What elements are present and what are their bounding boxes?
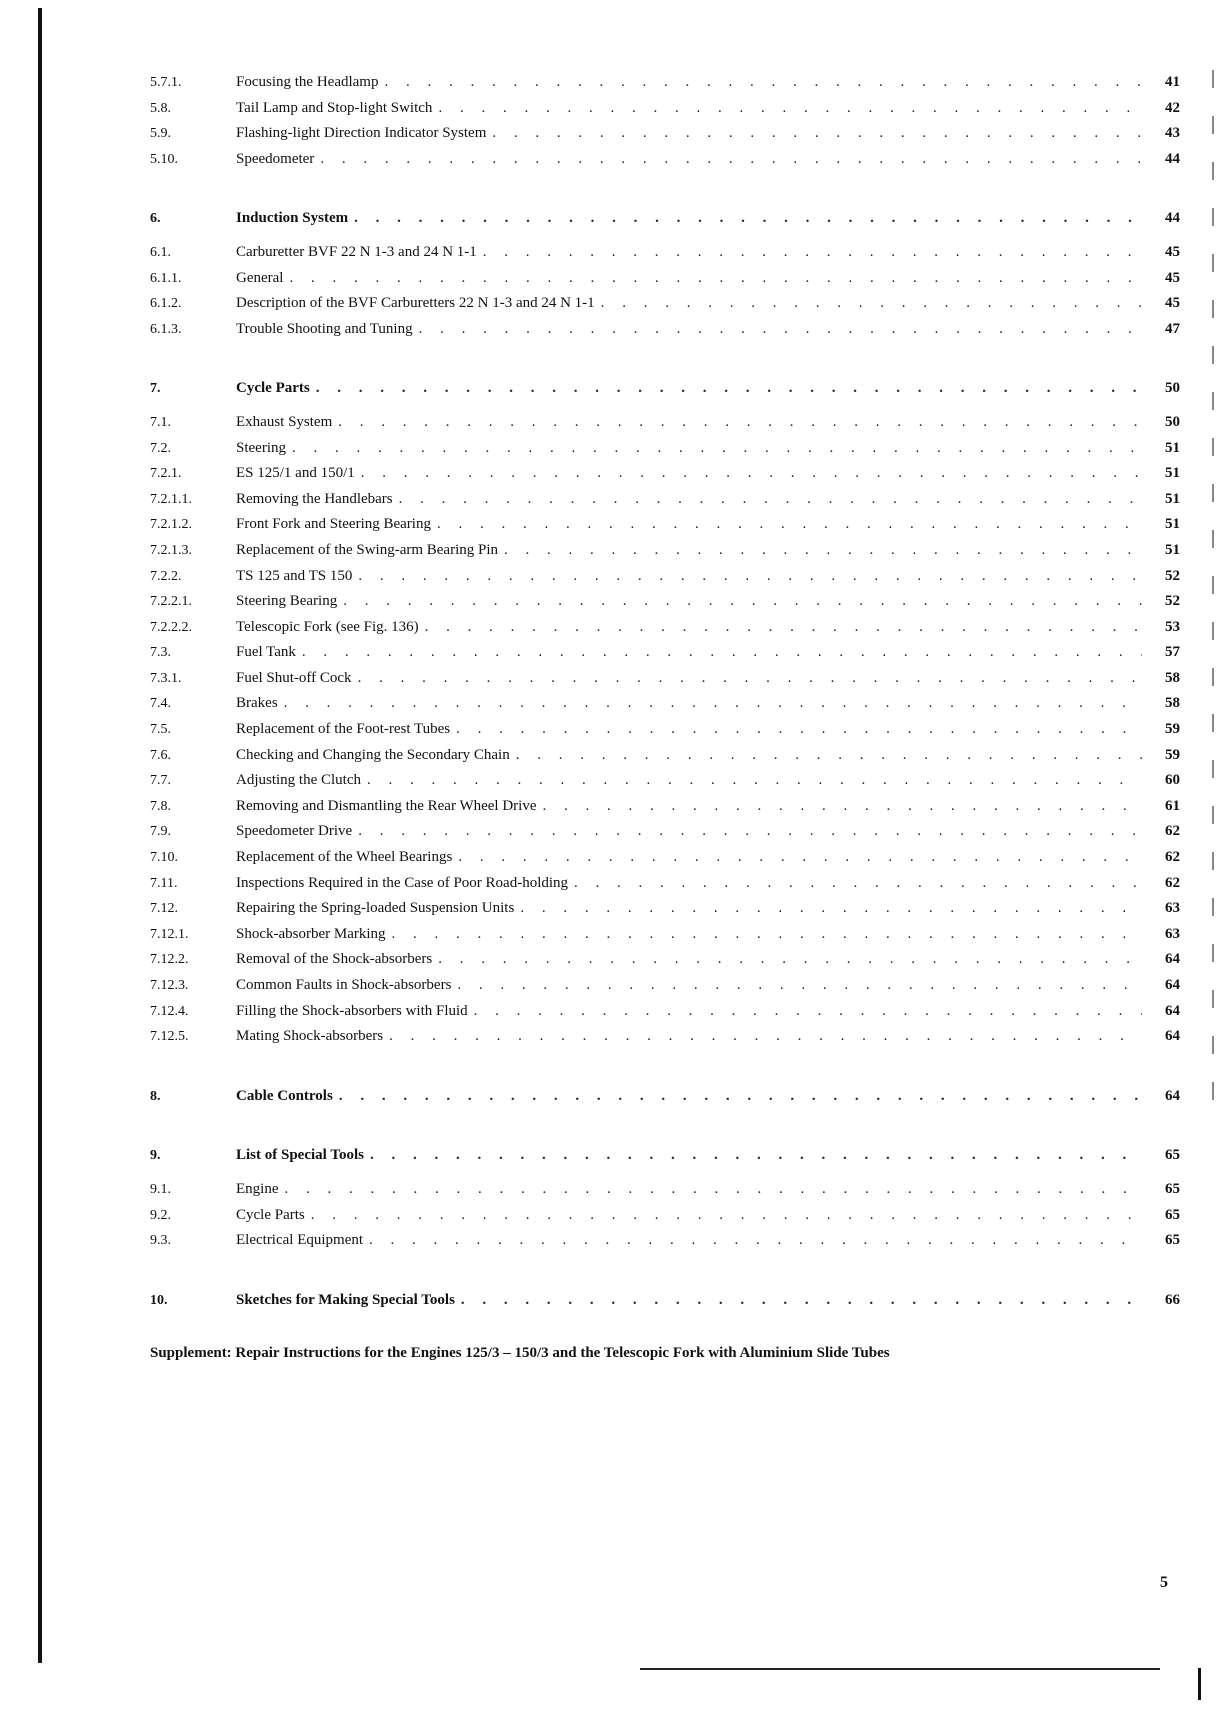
toc-title: List of Special Tools [236, 1147, 364, 1164]
dot-leader [437, 516, 1142, 533]
toc-entry[interactable] [150, 619, 1180, 645]
dot-leader [601, 295, 1142, 312]
dot-leader [343, 593, 1142, 610]
toc-title: Repairing the Spring-loaded Suspension Units [236, 900, 515, 917]
toc-entry[interactable] [150, 644, 1180, 670]
toc-title: Removing and Dismantling the Rear Wheel Drive [236, 797, 537, 814]
dot-leader [354, 210, 1142, 227]
toc-page: 64 [1165, 951, 1180, 968]
dot-leader [461, 1292, 1142, 1309]
dot-leader [339, 1088, 1142, 1105]
toc-entry[interactable] [150, 823, 1180, 849]
toc-number: 7.3. [150, 645, 171, 661]
toc-number: 7.2.1. [150, 466, 182, 482]
dot-leader [311, 1207, 1142, 1224]
toc-section-heading[interactable] [150, 380, 1180, 406]
dot-leader [358, 670, 1142, 687]
toc-number: 5.8. [150, 100, 171, 116]
toc-title: Tail Lamp and Stop-light Switch [236, 99, 433, 116]
toc-title: Speedometer [236, 150, 315, 167]
toc-number: 9. [150, 1148, 161, 1164]
dot-leader [292, 440, 1142, 457]
dot-leader [289, 270, 1142, 287]
supplement-note: Supplement: Repair Instructions for the Engines 125/3 – 150/3 and the Telescopic Fork with Aluminium Slide Tubes [150, 1345, 890, 1362]
toc-title: Flashing-light Direction Indicator System [236, 125, 487, 142]
toc-section-heading[interactable] [150, 210, 1180, 236]
toc-page: 42 [1165, 99, 1180, 116]
toc-number: 5.9. [150, 126, 171, 142]
dot-leader [520, 900, 1142, 917]
toc-page: 61 [1165, 797, 1180, 814]
toc-page: 44 [1165, 210, 1180, 227]
table-of-contents [150, 74, 1180, 1362]
toc-number: 6.1.3. [150, 321, 182, 337]
dot-leader [438, 951, 1142, 968]
toc-entry[interactable] [150, 568, 1180, 594]
toc-entry[interactable] [150, 1232, 1180, 1258]
toc-entry[interactable] [150, 670, 1180, 696]
toc-entry[interactable] [150, 74, 1180, 100]
toc-title: Replacement of the Wheel Bearings [236, 849, 453, 866]
dot-leader [392, 926, 1142, 943]
toc-title: Sketches for Making Special Tools [236, 1291, 455, 1308]
toc-page: 63 [1165, 925, 1180, 942]
toc-page: 51 [1165, 516, 1180, 533]
toc-entry[interactable] [150, 465, 1180, 491]
toc-page: 43 [1165, 125, 1180, 142]
toc-title: Filling the Shock-absorbers with Fluid [236, 1002, 468, 1019]
toc-page: 64 [1165, 977, 1180, 993]
toc-title: Steering Bearing [236, 593, 338, 610]
toc-number: 7.12.2. [150, 952, 189, 968]
toc-title: Replacement of the Foot-rest Tubes [236, 721, 451, 738]
dot-leader [425, 619, 1142, 636]
toc-page: 45 [1165, 243, 1180, 260]
toc-title: Description of the BVF Carburetters 22 N 1-3 and 24 N 1-1 [236, 295, 595, 312]
toc-number: 7.2.2. [150, 568, 182, 584]
toc-number: 7.5. [150, 722, 171, 738]
toc-entry[interactable] [150, 1003, 1180, 1029]
toc-entry[interactable] [150, 100, 1180, 126]
dot-leader [516, 747, 1142, 764]
toc-number: 6.1.2. [150, 296, 182, 312]
toc-entry[interactable] [150, 951, 1180, 977]
toc-page: 52 [1165, 567, 1180, 584]
dot-leader [574, 875, 1142, 892]
dot-leader [285, 1181, 1143, 1198]
toc-number: 7.8. [150, 798, 171, 814]
dot-leader [320, 151, 1142, 168]
toc-section-heading[interactable] [150, 1147, 1180, 1173]
toc-section-heading[interactable] [150, 1088, 1180, 1114]
toc-number: 7.12.5. [150, 1029, 189, 1045]
toc-page: 65 [1165, 1180, 1180, 1197]
dot-leader [361, 465, 1142, 482]
toc-title: Replacement of the Swing-arm Bearing Pin [236, 541, 499, 558]
toc-page: 58 [1165, 695, 1180, 712]
dot-leader [284, 695, 1142, 712]
toc-page: 45 [1165, 269, 1180, 286]
dot-leader [367, 772, 1142, 789]
toc-page: 47 [1165, 320, 1180, 337]
toc-page: 65 [1165, 1206, 1180, 1223]
toc-number: 7.10. [150, 850, 178, 866]
dot-leader [399, 491, 1142, 508]
toc-page: 50 [1165, 380, 1180, 397]
section-gap [150, 1113, 1180, 1147]
page-number: 5 [1160, 1574, 1168, 1591]
toc-page: 59 [1165, 721, 1180, 738]
toc-number: 7.7. [150, 773, 171, 789]
dot-leader [458, 849, 1142, 866]
toc-title: Telescopic Fork (see Fig. 136) [236, 618, 419, 635]
toc-entry[interactable] [150, 125, 1180, 151]
dot-leader [358, 568, 1142, 585]
toc-number: 7.12. [150, 901, 178, 917]
toc-page: 50 [1165, 413, 1180, 430]
toc-page: 58 [1165, 669, 1180, 686]
toc-page: 53 [1165, 618, 1180, 635]
toc-entry[interactable] [150, 491, 1180, 517]
dot-leader [483, 244, 1142, 261]
toc-number: 7.2.2.1. [150, 594, 192, 610]
dot-leader [474, 1003, 1142, 1020]
toc-page: 62 [1165, 823, 1180, 840]
toc-number: 7.11. [150, 875, 178, 891]
dot-leader [389, 1028, 1142, 1045]
toc-page: 64 [1165, 1087, 1180, 1104]
bottom-rule [640, 1668, 1160, 1670]
toc-page: 44 [1165, 150, 1180, 167]
toc-title: Cycle Parts [236, 1206, 305, 1223]
toc-entry[interactable] [150, 244, 1180, 270]
toc-number: 6.1.1. [150, 270, 182, 286]
toc-entry[interactable] [150, 875, 1180, 901]
toc-title: Electrical Equipment [236, 1232, 364, 1249]
toc-page: 64 [1165, 1002, 1180, 1019]
toc-entry[interactable] [150, 798, 1180, 824]
toc-number: 6. [150, 211, 161, 227]
section-gap [150, 346, 1180, 380]
toc-title: Induction System [236, 210, 349, 227]
toc-number: 7.6. [150, 747, 171, 763]
section-gap [150, 1258, 1180, 1292]
toc-entry[interactable] [150, 542, 1180, 568]
toc-title: Trouble Shooting and Tuning [236, 320, 413, 337]
toc-number: 10. [150, 1292, 168, 1308]
toc-title: Shock-absorber Marking [236, 925, 386, 942]
toc-entry[interactable] [150, 1181, 1180, 1207]
dot-leader [492, 125, 1142, 142]
toc-page: 62 [1165, 849, 1180, 866]
toc-page: 52 [1165, 593, 1180, 610]
toc-entry[interactable] [150, 1028, 1180, 1054]
toc-page: 51 [1165, 541, 1180, 558]
toc-title: Speedometer Drive [236, 823, 353, 840]
toc-entry[interactable] [150, 516, 1180, 542]
toc-title: Exhaust System [236, 413, 333, 430]
dot-leader [457, 977, 1142, 994]
toc-entry[interactable] [150, 721, 1180, 747]
toc-entry[interactable] [150, 1207, 1180, 1233]
toc-title: Cycle Parts [236, 380, 310, 397]
dot-leader [438, 100, 1142, 117]
section-gap [150, 1054, 1180, 1088]
toc-title: Removing the Handlebars [236, 490, 393, 507]
toc-title: Fuel Shut-off Cock [236, 669, 352, 686]
toc-number: 7.12.4. [150, 1003, 189, 1019]
toc-entry[interactable] [150, 321, 1180, 347]
toc-entry[interactable] [150, 900, 1180, 926]
toc-section-heading[interactable] [150, 1292, 1180, 1318]
toc-page: 51 [1165, 465, 1180, 482]
toc-page: 60 [1165, 772, 1180, 789]
toc-entry[interactable] [150, 270, 1180, 296]
toc-title: Brakes [236, 695, 278, 712]
toc-title: Common Faults in Shock-absorbers [236, 977, 452, 993]
binding-line [38, 8, 42, 1663]
toc-title: TS 125 and TS 150 [236, 567, 353, 584]
toc-title: Focusing the Headlamp [236, 74, 379, 90]
scan-edge-marks [1212, 70, 1214, 1100]
toc-entry[interactable] [150, 772, 1180, 798]
toc-number: 7.2. [150, 440, 171, 456]
dot-leader [504, 542, 1142, 559]
dot-leader [369, 1232, 1142, 1249]
toc-title: Steering [236, 439, 286, 456]
toc-title: Adjusting the Clutch [236, 772, 361, 789]
toc-entry[interactable] [150, 849, 1180, 875]
toc-entry[interactable] [150, 747, 1180, 773]
toc-title: Removal of the Shock-absorbers [236, 951, 433, 968]
toc-page: 63 [1165, 900, 1180, 917]
toc-entry[interactable] [150, 593, 1180, 619]
dot-leader [316, 380, 1142, 397]
toc-title: Carburetter BVF 22 N 1-3 and 24 N 1-1 [236, 243, 477, 260]
toc-number: 8. [150, 1088, 161, 1104]
toc-number: 7.9. [150, 824, 171, 840]
toc-entry[interactable] [150, 295, 1180, 321]
toc-page: 51 [1165, 490, 1180, 507]
toc-page: 59 [1165, 746, 1180, 763]
toc-number: 7. [150, 381, 161, 397]
toc-title: Front Fork and Steering Bearing [236, 516, 431, 533]
toc-number: 7.1. [150, 414, 171, 430]
toc-number: 9.3. [150, 1233, 171, 1249]
toc-page: 41 [1165, 74, 1180, 90]
toc-page: 51 [1165, 439, 1180, 456]
toc-title: Mating Shock-absorbers [236, 1028, 384, 1045]
dot-leader [358, 823, 1142, 840]
toc-number: 6.1. [150, 244, 171, 260]
dot-leader [419, 321, 1142, 338]
toc-number: 9.1. [150, 1181, 171, 1197]
toc-number: 9.2. [150, 1207, 171, 1223]
toc-number: 7.12.3. [150, 978, 189, 993]
toc-title: Fuel Tank [236, 644, 296, 661]
toc-entry[interactable] [150, 977, 1180, 1003]
toc-title: Cable Controls [236, 1087, 333, 1104]
dot-leader [456, 721, 1142, 738]
toc-page: 66 [1165, 1291, 1180, 1308]
toc-page: 65 [1165, 1147, 1180, 1164]
toc-number: 7.4. [150, 696, 171, 712]
toc-number: 7.2.1.2. [150, 517, 192, 533]
toc-title: Inspections Required in the Case of Poor Road-holding [236, 874, 569, 891]
toc-page: 64 [1165, 1028, 1180, 1045]
toc-number: 5.7.1. [150, 75, 182, 90]
toc-page: 62 [1165, 874, 1180, 891]
toc-number: 5.10. [150, 151, 178, 167]
toc-page: 57 [1165, 644, 1180, 661]
dot-leader [370, 1147, 1142, 1164]
toc-number: 7.2.1.3. [150, 542, 192, 558]
toc-entry[interactable] [150, 414, 1180, 440]
section-gap [150, 176, 1180, 210]
toc-title: ES 125/1 and 150/1 [236, 465, 355, 482]
toc-title: Engine [236, 1180, 279, 1197]
toc-number: 7.3.1. [150, 670, 182, 686]
toc-entry[interactable] [150, 151, 1180, 177]
toc-page: 65 [1165, 1232, 1180, 1249]
toc-number: 7.12.1. [150, 926, 189, 942]
toc-title: General [236, 269, 284, 286]
dot-leader [338, 414, 1142, 431]
toc-number: 7.2.2.2. [150, 619, 192, 635]
dot-leader [302, 644, 1142, 661]
toc-page: 45 [1165, 295, 1180, 312]
toc-number: 7.2.1.1. [150, 491, 192, 507]
dot-leader [542, 798, 1142, 815]
toc-entry[interactable] [150, 695, 1180, 721]
toc-entry[interactable] [150, 440, 1180, 466]
toc-entry[interactable] [150, 926, 1180, 952]
toc-title: Checking and Changing the Secondary Chain [236, 746, 510, 763]
bottom-corner-mark [1198, 1668, 1201, 1700]
dot-leader [384, 74, 1142, 91]
